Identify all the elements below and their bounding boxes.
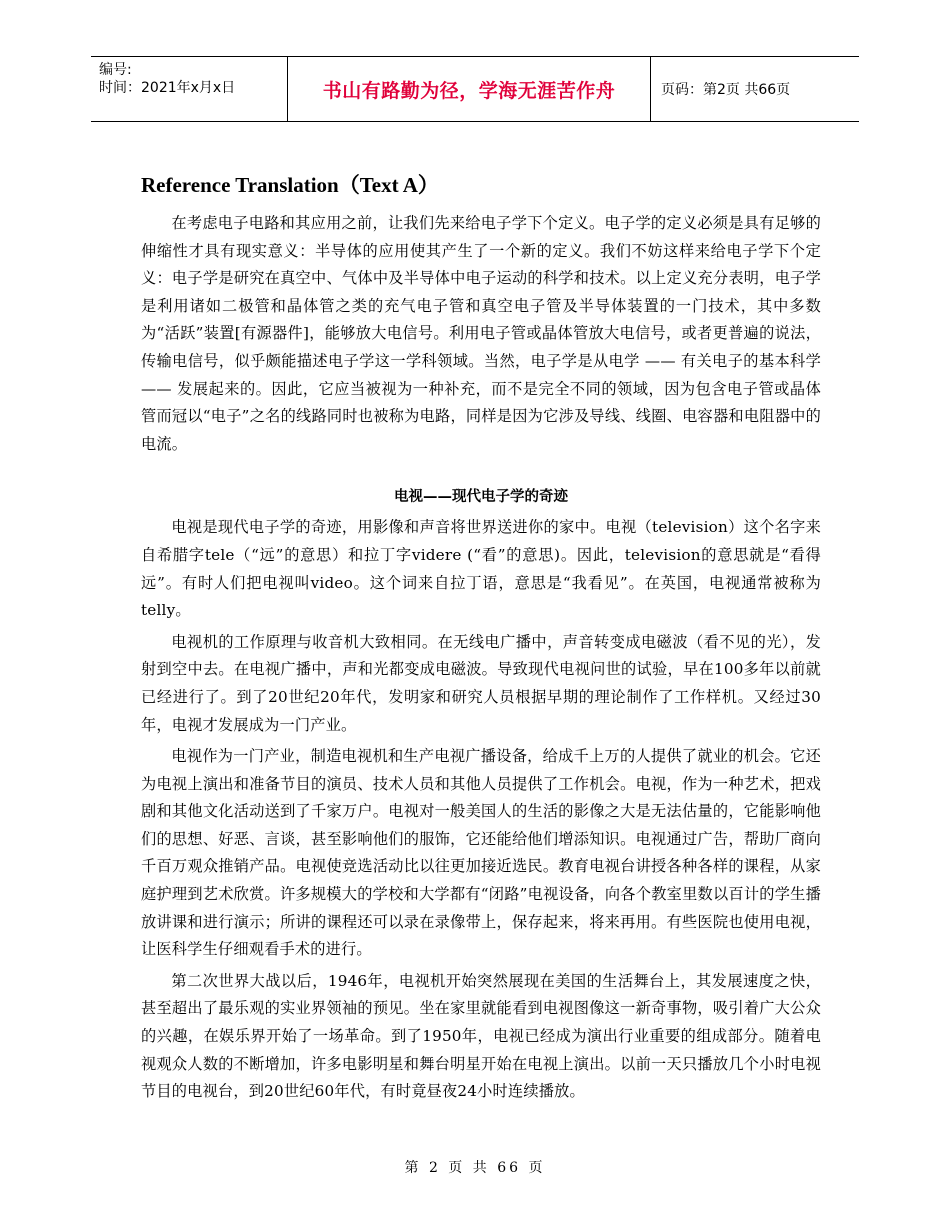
document-body	[141, 170, 821, 1106]
section-heading: 电视——现代电子学的奇迹	[394, 489, 568, 506]
document-time: 时间：2021年x月x日	[99, 80, 236, 96]
document-title: Reference Translation（Text A）	[141, 173, 439, 197]
header-page-info: 页码：第2页 共66页	[661, 82, 791, 98]
body-paragraph: 电视机的工作原理与收音机大致相同。在无线电广播中，声音转变成电磁波（看不见的光），发射到空中去。在电视广播中，声和光都变成电磁波。导致现代电视问世的试验，早在100多年以前就已经进行了。到了20世纪20年代，发明家和研究人员根据早期的理论制作了工作样机。又经过30年，电视才发展成为一门产业。	[141, 632, 821, 734]
header-motto: 书山有路勤为径，学海无涯苦作舟	[287, 57, 651, 121]
header-meta	[91, 57, 287, 121]
body-paragraph: 电视是现代电子学的奇迹，用影像和声音将世界送进你的家中。电视（television）这个名字来自希腊字tele（“远”的意思）和拉丁字videre (“看”的意思)。因此，television的意思就是“看得远”。有时人们把电视叫video。这个词来自拉丁语，意思是“我看见”。在英国，电视通常被称为telly。	[141, 518, 821, 620]
intro-paragraph: 在考虑电子电路和其应用之前，让我们先来给电子学下个定义。电子学的定义必须是具有足够的伸缩性才具有现实意义：半导体的应用使其产生了一个新的定义。我们不妨这样来给电子学下个定义：电子学是研究在真空中、气体中及半导体中电子运动的科学和技术。以上定义充分表明，电子学是利用诸如二极管和晶体管之类的充气电子管和真空电子管及半导体装置的一门技术，其中多数为“活跃”装置[有源器件]，能够放大电信号。利用电子管或晶体管放大电信号，或者更普遍的说法，传输电信号，似乎颇能描述电子学这一学科领域。当然，电子学是从电学 —— 有关电子的基本科学 —— 发展起来的。因此，它应当被视为一种补充，而不是完全不同的领域，因为包含电子管或晶体管而冠以“电子”之名的线路同时也被称为电路，同样是因为它涉及导线、线圈、电容器和电阻器中的电流。	[141, 214, 821, 453]
page-header	[91, 56, 859, 122]
body-paragraph: 电视作为一门产业，制造电视机和生产电视广播设备，给成千上万的人提供了就业的机会。它还为电视上演出和准备节目的演员、技术人员和其他人员提供了工作机会。电视，作为一种艺术，把戏剧和其他文化活动送到了千家万户。电视对一般美国人的生活的影像之大是无法估量的，它能影响他们的思想、好恶、言谈，甚至影响他们的服饰，它还能给他们增添知识。电视通过广告，帮助厂商向千百万观众推销产品。电视使竞选活动比以往更加接近选民。教育电视台讲授各种各样的课程，从家庭护理到艺术欣赏。许多规模大的学校和大学都有“闭路”电视设备，向各个教室里数以百计的学生播放讲课和进行演示；所讲的课程还可以录在录像带上，保存起来，将来再用。有些医院也使用电视，让医科学生仔细观看手术的进行。	[141, 747, 821, 959]
body-paragraph: 第二次世界大战以后，1946年，电视机开始突然展现在美国的生活舞台上，其发展速度之快，甚至超出了最乐观的实业界领袖的预见。坐在家里就能看到电视图像这一新奇事物，吸引着广大公众的兴趣，在娱乐界开始了一场革命。到了1950年，电视已经成为演出行业重要的组成部分。随着电视观众人数的不断增加，许多电影明星和舞台明星开始在电视上演出。以前一天只播放几个小时电视节目的电视台，到20世纪60年代，有时竟昼夜24小时连续播放。	[141, 971, 821, 1101]
document-number-label: 编号:	[99, 62, 132, 78]
page-footer: 第 2 页 共 66 页	[404, 1160, 546, 1176]
